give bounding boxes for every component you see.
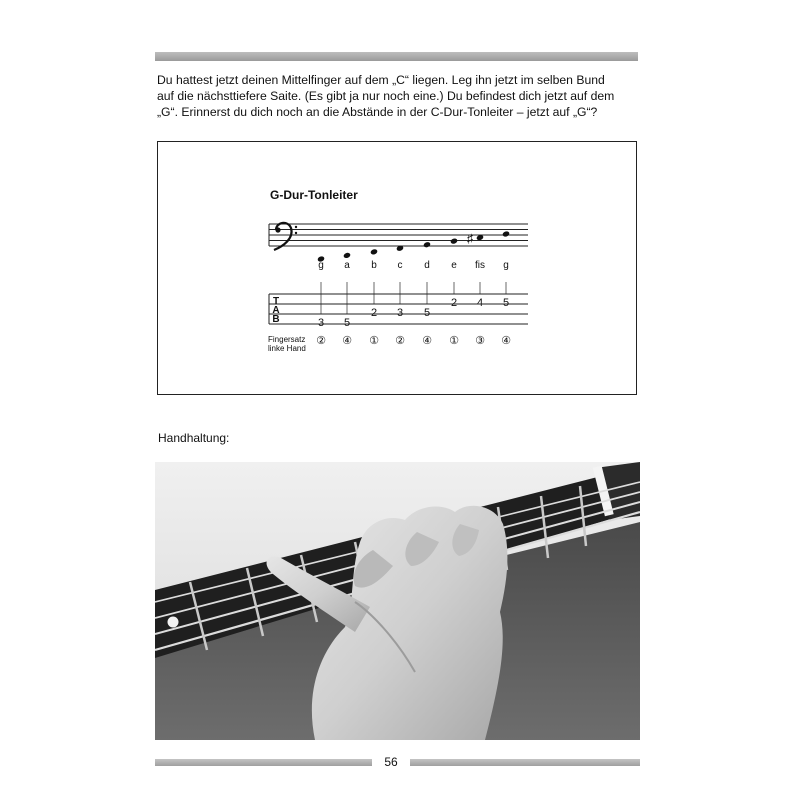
hand-position-label: Handhaltung: <box>158 431 230 445</box>
tablature <box>269 282 528 329</box>
note-name: a <box>344 260 350 271</box>
intro-line-2: auf die nächsttiefere Saite. (Es gibt ja nur noch eine.) Du befindest dich jetzt auf dem <box>157 89 615 103</box>
bass-clef-dot <box>275 227 280 232</box>
hand-position-photo <box>155 462 640 740</box>
finger-number: ③ <box>475 335 485 347</box>
note-head <box>502 230 510 237</box>
tab-label-letter: A <box>272 305 280 316</box>
scale-title: G-Dur-Tonleiter <box>270 188 358 202</box>
tab-fret-number: 5 <box>343 317 351 329</box>
note-head <box>343 252 351 259</box>
note-head <box>370 248 378 255</box>
tab-fret-number: 3 <box>396 307 404 319</box>
note-name: b <box>371 260 377 271</box>
intro-line-1: Du hattest jetzt deinen Mittelfinger auf dem „C“ liegen. Leg ihn jetzt im selben Bund <box>157 73 605 87</box>
bottom-rule-right <box>410 759 640 766</box>
notation-svg <box>158 142 636 394</box>
finger-number: ② <box>316 335 326 347</box>
note-name: g <box>318 260 324 271</box>
bass-clef-upper-dot <box>295 226 297 228</box>
tab-fret-number: 2 <box>370 307 378 319</box>
note-head <box>450 238 458 245</box>
intro-line-3: „G“. Erinnerst du dich noch an die Abstände in der C-Dur-Tonleiter – jetzt auf „G“? <box>157 105 598 119</box>
note-name: g <box>503 260 509 271</box>
tab-label-letter: T <box>272 296 280 307</box>
note-name: c <box>397 260 403 271</box>
tab-fret-number: 4 <box>476 297 484 309</box>
note-name-row <box>318 260 509 271</box>
bass-fretboard-hand-image <box>155 462 640 740</box>
intro-paragraph <box>157 72 639 120</box>
finger-number: ② <box>395 335 405 347</box>
note-head <box>423 241 431 248</box>
tab-fret-number: 5 <box>423 307 431 319</box>
finger-number: ① <box>369 335 379 347</box>
music-staff <box>269 224 528 246</box>
note-name: d <box>424 260 430 271</box>
scale-figure-box <box>157 141 637 395</box>
finger-number: ④ <box>501 335 511 347</box>
tab-fret-number: 2 <box>450 297 458 309</box>
fingering-label-line-2: linke Hand <box>268 344 306 353</box>
tab-fret-number: 3 <box>317 317 325 329</box>
fingering-row <box>268 335 511 353</box>
top-rule <box>155 52 638 61</box>
note-name: fis <box>475 260 485 271</box>
bass-clef-lower-dot <box>295 232 297 234</box>
note-name: e <box>451 260 457 271</box>
tab-fret-number: 5 <box>502 297 510 309</box>
finger-number: ④ <box>342 335 352 347</box>
bottom-rule-left <box>155 759 372 766</box>
sharp-sign: ♯ <box>467 231 473 246</box>
finger-number: ① <box>449 335 459 347</box>
tab-label-letter: B <box>272 314 280 325</box>
fingering-label-line-1: Fingersatz <box>268 335 306 344</box>
finger-number: ④ <box>422 335 432 347</box>
page-number: 56 <box>384 755 398 769</box>
